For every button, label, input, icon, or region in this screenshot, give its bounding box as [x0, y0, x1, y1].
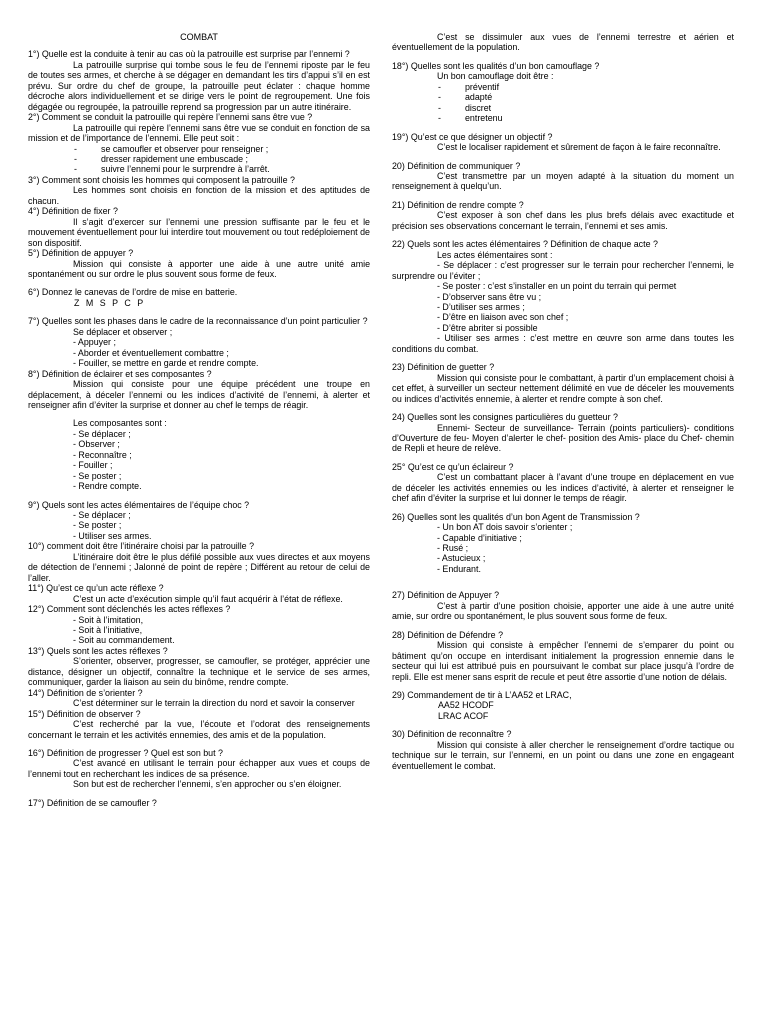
list-line: - D’utiliser ses armes ; [437, 301, 525, 312]
list-line: - Se poster ; [73, 520, 122, 531]
answer-paragraph: C’est recherché par la vue, l’écoute et l’odorat des renseignements concernant le terrain et les activités ennemies, des amis et de la population. [28, 719, 370, 740]
answer-paragraph: S’orienter, observer, progresser, se camoufler, se protéger, apprécier une distance, désigner un objectif, connaître la technique et le service de ses armes, communiquer, garder la liaison au sein du binôme, rendre compte. [28, 656, 370, 688]
spacer [392, 354, 734, 362]
question-heading: 20) Définition de communiquer ? [392, 160, 521, 171]
answer-paragraph: Il s’agit d’exercer sur l’ennemi une pression suffisante par le feu et le mouvement éventuellement pour lui interdire tout mouvement ou tout redéploiement de son dispositif. [28, 216, 370, 248]
list-line: - Rusé ; [437, 543, 469, 554]
question-heading: 7°) Quelles sont les phases dans le cadre de la reconnaissance d’un point particulier ? [28, 316, 368, 327]
list-line: - Appuyer ; [73, 337, 116, 348]
list-line: - D’observer sans être vu ; [437, 291, 542, 302]
question-heading: 18°) Quelles sont les qualités d’un bon camouflage ? [392, 60, 600, 71]
question-heading: 15°) Définition de observer ? [28, 708, 141, 719]
list-line: - Fouiller, se mettre en garde et rendre compte. [73, 358, 259, 369]
list-line: - Utiliser ses armes. [73, 530, 152, 541]
question-heading: 23) Définition de guetter ? [392, 362, 495, 373]
question-heading: 17°) Définition de se camoufler ? [28, 797, 157, 808]
list-line: Se déplacer et observer ; [73, 326, 173, 337]
answer-paragraph: L’itinéraire doit être le plus défilé possible aux vues directes et aux moyens de détection de l’ennemi ; Jalonné de point de repère ; Différent au retour de celui de l’aller. [28, 551, 370, 583]
list-line: Un bon camouflage doit être : [437, 71, 554, 82]
spacer [28, 740, 370, 748]
question-heading: 9°) Quels sont les actes élémentaires de l’équipe choc ? [28, 499, 250, 510]
question-heading: 4°) Définition de fixer ? [28, 206, 118, 217]
spacer [392, 682, 734, 690]
answer-paragraph: La patrouille surprise qui tombe sous le feu de l’ennemi riposte par le feu de toutes ses armes, et cherche à se dégager en demandant les tirs d’appui s’il en est prévu. Sur ordre du chef de groupe, la patrouille peut éclater : chaque homme décroche alors individuellement et se dirige vers le point de regroupement. Une fois dégagée ou regroupée, la patrouille reprend sa progression par un autre itinéraire. [28, 59, 370, 112]
list-line: - Se déplacer ; [73, 428, 131, 439]
command-line: AA52 HCODF [438, 700, 494, 711]
spacer [392, 622, 734, 630]
question-heading: 14°) Définition de s’orienter ? [28, 687, 143, 698]
bullet-item: - discret [392, 103, 734, 113]
right-column-body [392, 32, 734, 771]
answer-paragraph: C’est avancé en utilisant le terrain pour échapper aux vues et coups de l’ennemi tout en recherchant les indices de sa présence. [28, 758, 370, 779]
question-heading: 26) Quelles sont les qualités d’un bon Agent de Transmission ? [392, 511, 640, 522]
answer-paragraph: C’est transmettre par un moyen adapté à la situation du moment un renseignement à quelqu’un. [392, 170, 734, 192]
left-column [28, 32, 370, 808]
spacer [392, 504, 734, 512]
spacer [28, 790, 370, 798]
list-line: - Fouiller ; [73, 460, 113, 471]
list-line: - Soit au commandement. [73, 635, 175, 646]
question-heading: 19°) Qu’est ce que désigner un objectif ? [392, 131, 553, 142]
answer-paragraph: Les hommes sont choisis en fonction de la mission et des aptitudes de chacun. [28, 185, 370, 206]
answer-paragraph: Son but est de rechercher l’ennemi, s’en approcher ou s’en éloigner. [73, 779, 342, 790]
bullet-item: - suivre l’ennemi pour le surprendre à l’arrêt. [28, 164, 370, 174]
bullet-item: - adapté [392, 92, 734, 102]
left-column-body [28, 49, 370, 808]
right-column [392, 32, 734, 771]
question-heading: 25° Qu’est ce qu’un éclaireur ? [392, 461, 514, 472]
spacer [28, 410, 370, 418]
bullet-item: - préventif [392, 82, 734, 92]
question-heading: 1°) Quelle est la conduite à tenir au cas où la patrouille est surprise par l’ennemi ? [28, 49, 350, 60]
answer-paragraph: C’est le localiser rapidement et sûrement de façon à le faire reconnaître. [437, 142, 721, 153]
spacer [392, 404, 734, 412]
list-line: Les actes élémentaires sont : [437, 249, 553, 260]
list-line: - Reconnaître ; [73, 449, 132, 460]
answer-paragraph: Mission qui consiste pour le combattant, à partir d’un emplacement choisi à cet effet, à surveiller un secteur nettement délimité en vue de déceler les mouvements ou indices d’activités ennemie, à alerter et rendre compte à son chef. [392, 372, 734, 404]
question-heading: 24) Quelles sont les consignes particulières du guetteur ? [392, 412, 618, 423]
question-heading: 22) Quels sont les actes élémentaires ? Définition de chaque acte ? [392, 239, 658, 250]
list-line: - Soit à l’initiative, [73, 625, 143, 636]
question-heading: 16°) Définition de progresser ? Quel est son but ? [28, 748, 223, 758]
bullet-item: - dresser rapidement une embuscade ; [28, 154, 370, 164]
bullet-item: - se camoufler et observer pour renseigner ; [28, 144, 370, 154]
answer-paragraph: - Utiliser ses armes : c’est mettre en œuvre son arme dans toutes les conditions du combat. [392, 333, 734, 354]
list-line: - Rendre compte. [73, 481, 142, 492]
command-line: LRAC ACOF [438, 710, 489, 721]
list-line: - Endurant. [437, 563, 481, 574]
list-line: - Se poster ; [73, 470, 122, 481]
answer-paragraph: Mission qui consiste à aller chercher le renseignement d’ordre tactique ou technique sur le terrain, sur l’ennemi, en un point ou dans une zone en engageant éventuellement le combat. [392, 739, 734, 771]
answer-paragraph: C’est déterminer sur le terrain la direction du nord et savoir la conserver [73, 698, 355, 709]
question-heading: 28) Définition de Défendre ? [392, 629, 504, 640]
list-line: - D’être en liaison avec son chef ; [437, 312, 569, 323]
question-heading: 27) Définition de Appuyer ? [392, 590, 500, 601]
bullet-item: - entretenu [392, 113, 734, 123]
answer-paragraph: C’est se dissimuler aux vues de l’ennemi terrestre et aérien et éventuellement de la population. [392, 32, 734, 53]
answer-paragraph: Ennemi- Secteur de surveillance- Terrain (points particuliers)- conditions d’Ouverture de feu- Moyen d’alerter le chef- position des Amis- place du Chef- chemin de Repli et heure de relève. [392, 422, 734, 454]
spacer [392, 153, 734, 161]
list-line: - Astucieux ; [437, 553, 486, 564]
answer-paragraph: Mission qui consiste à empêcher l’ennemi de s’emparer du point ou bâtiment qu’on occupe en interdisant initialement la progression ennemie dans le secteur qui lui est attribué puis en poursuivant le combat sur place jusqu’à l’ordre de repli. Elle est mener sans esprit de recule et peut être assortie d’une notion de délais. [392, 640, 734, 682]
question-heading: 5°) Définition de appuyer ? [28, 248, 134, 259]
list-line: - Soit à l’imitation, [73, 614, 144, 625]
question-heading: 2°) Comment se conduit la patrouille qui repère l’ennemi sans être vue ? [28, 112, 313, 123]
question-heading: 3°) Comment sont choisis les hommes qui composent la patrouille ? [28, 174, 295, 185]
list-line: - Un bon AT dois savoir s’orienter ; [437, 522, 573, 533]
question-heading: 6°) Donnez le canevas de l’ordre de mise en batterie. [28, 287, 238, 298]
spacer [28, 492, 370, 500]
spacer [392, 192, 734, 200]
spacer [392, 231, 734, 239]
list-line: - Aborder et éventuellement combattre ; [73, 347, 229, 358]
answer-paragraph: C’est un acte d’exécution simple qu’il faut acquérir à l’état de réflexe. [73, 593, 343, 604]
answer-paragraph: C’est exposer à son chef dans les plus brefs délais avec exactitude et précision ses observations concernant le terrain, l’ennemi et ses amis. [392, 210, 734, 231]
list-line: Les composantes sont : [73, 418, 167, 429]
question-heading: 12°) Comment sont déclenchés les actes réflexes ? [28, 604, 231, 615]
list-line: - Capable d’initiative ; [437, 532, 522, 543]
spacer [28, 308, 370, 316]
question-heading: 10°) comment doit être l’itinéraire choisi par la patrouille ? [28, 541, 255, 552]
answer-paragraph: C’est un combattant placer à l’avant d’une troupe en déplacement en vue de déceler les activités ennemies ou les indices d’activité, à alerter et renseigner le chef afin d’éviter la surprise et lui donner le temps de réagir. [392, 472, 734, 504]
list-line: - Observer ; [73, 439, 120, 450]
list-line: - Se poster : c’est s’installer en un point du terrain qui permet [437, 281, 677, 292]
question-heading: 13°) Quels sont les actes réflexes ? [28, 645, 168, 656]
answer-paragraph: Mission qui consiste à apporter une aide à une autre unité amie spontanément ou sur ordre le plus souvent sous forme de feux. [28, 258, 370, 279]
question-heading: 8°) Définition de éclairer et ses composantes ? [28, 368, 212, 379]
answer-paragraph: - Se déplacer : c’est progresser sur le terrain pour rechercher l’ennemi, le surprendre ou l’éviter ; [392, 260, 734, 281]
list-line: - D’être abriter si possible [437, 322, 538, 333]
answer-paragraph: La patrouille qui repère l’ennemi sans être vue se conduit en fonction de sa mission et de l’importance de l’ennemi. Elle peut soit : [28, 122, 370, 144]
spacer [392, 53, 734, 61]
question-heading: 21) Définition de rendre compte ? [392, 199, 524, 210]
document-title: COMBAT [180, 32, 218, 42]
question-heading: 29) Commandement de tir à L’AA52 et LRAC, [392, 690, 572, 701]
question-heading: 30) Définition de reconnaître ? [392, 729, 512, 740]
spacer [392, 454, 734, 462]
spacer [392, 124, 734, 132]
answer-paragraph: C’est à partir d’une position choisie, apporter une aide à une autre unité amie, sur ordre ou spontanément, le plus souvent sous forme de feux. [392, 600, 734, 622]
spacer [392, 574, 734, 582]
spacer [392, 582, 734, 590]
spacer [392, 721, 734, 729]
list-line: - Se déplacer ; [73, 510, 131, 521]
answer-paragraph: Mission qui consiste pour une équipe précédent une troupe en déplacement, à déceler l’ennemi ou les indices d’activité de l’ennemi, à alerter et renseigner afin d’éviter la surprise et donner au chef le temps de réagir. [28, 379, 370, 410]
spacer [28, 279, 370, 287]
order-code: Z M S P C P [74, 297, 146, 308]
question-heading: 11°) Qu’est ce qu’un acte réflexe ? [28, 583, 164, 594]
